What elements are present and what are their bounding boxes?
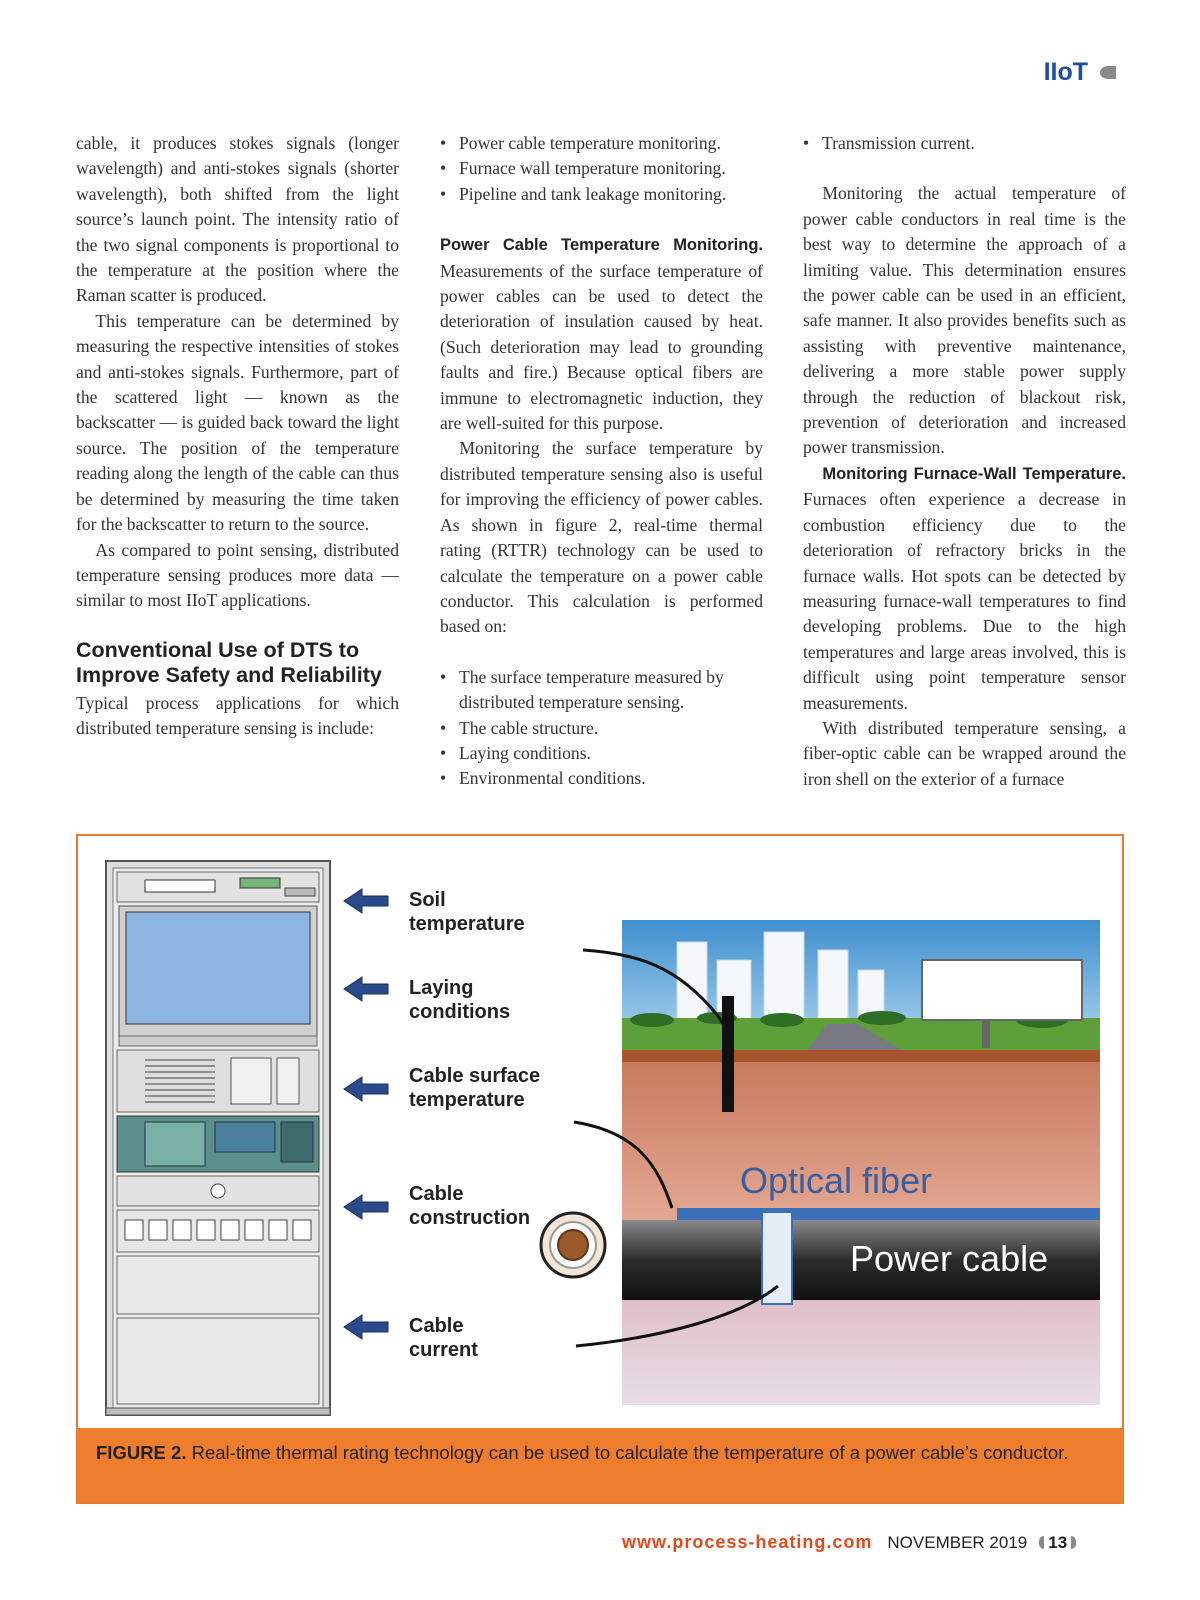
run-in-heading: Power Cable Temperature Monitoring. (440, 236, 763, 255)
section-name: IIoT (1043, 58, 1088, 86)
power-cable-label: Power cable (850, 1238, 1049, 1279)
col3-paragraph: Furnaces often experience a decrease in combustion efficiency due to the deterioration of refractory bricks in the furnace walls. Hot spots can be detected by measuring furnace-wall temperatures to find developing problems. Due to the high temperatures and large areas involved, this is difficult using point temperature sensor measurements. (803, 489, 1126, 713)
label-text: Cable surface temperature (409, 1065, 541, 1111)
arrow-left-icon (343, 976, 389, 1002)
buried-cable-scene (622, 920, 1100, 1405)
col2-paragraph: Measurements of the surface temperature of power cables can be used to detect the deterioration of insulation caused by heat. (Such deterioration may lead to grounding faults and fire.) Because optical fibers are immune to electromagnetic induction, they are well-suited for this purpose. (440, 260, 763, 434)
section-tag (1044, 58, 1116, 87)
bullet-list (440, 665, 763, 792)
label-text: Laying conditions (409, 977, 511, 1023)
section-marker-icon (1100, 66, 1116, 79)
col2-paragraph: Monitoring the surface temperature by distributed temperature sensing also is useful for improving the efficiency of power cables. As shown in figure 2, real-time thermal rating (RTTR) technology can be used to calculate the temperature on a power cable conductor. This calculation is performed based on: (440, 438, 763, 637)
col3-paragraph: With distributed temperature sensing, a fiber-optic cable can be wrapped around the iron shell on the exterior of a furnace (803, 717, 1126, 789)
figure-2 (76, 834, 1124, 1504)
page-number-text: 13 (1048, 1532, 1068, 1552)
label-cable-construction (343, 1182, 533, 1230)
col1-paragraph: Typical process applications for which distributed temperature sensing is include: (76, 692, 399, 739)
list-item: • Transmission current. (803, 131, 1126, 156)
arrow-left-icon (343, 888, 389, 914)
column-2 (440, 131, 763, 792)
section-heading: Conventional Use of DTS to Improve Safety and Reliability (76, 637, 382, 688)
footer-date: NOVEMBER 2019 (887, 1532, 1028, 1552)
arrow-left-icon (343, 1314, 389, 1340)
col1-paragraph: cable, it produces stokes signals (longer wavelength) and anti-stokes signals (shorter wavelength), both shifted from the light source’s launch point. The intensity ratio of the two signal components is proportional to the temperature at the position where the Raman scatter is produced. (76, 133, 399, 306)
optical-fiber-label: Optical fiber (740, 1160, 933, 1201)
label-laying-conditions (343, 976, 510, 1024)
label-cable-current (343, 1314, 478, 1362)
bullet-list (440, 131, 763, 207)
list-item: • Environmental conditions. (440, 766, 763, 791)
column-1 (76, 131, 399, 742)
label-text: Cable current (409, 1315, 478, 1361)
arrow-left-icon (343, 1194, 389, 1220)
col1-paragraph: This temperature can be determined by measuring the respective intensities of stokes and anti-stokes signals. Furthermore, part of the scattered light — known as the backscatter — is guided back toward the light source. The position of the temperature reading along the length of the cable can thus be determined by measuring the time taken for the backscatter to return to the source. (76, 310, 399, 535)
label-text: Soil temperature (409, 889, 525, 935)
list-item: • Power cable temperature monitoring. (440, 131, 763, 156)
caption-lead: FIGURE 2. (96, 1442, 187, 1463)
footer-url[interactable]: www.process-heating.com (622, 1532, 873, 1552)
arrow-left-icon (343, 1076, 389, 1102)
label-cable-surface-temperature (343, 1064, 543, 1112)
list-item: • The cable structure. (440, 716, 763, 741)
caption-text: Real-time thermal rating technology can be used to calculate the temperature of a power cable’s conductor. (191, 1442, 1069, 1463)
list-item: • Furnace wall temperature monitoring. (440, 156, 763, 181)
dts-equipment-rack (105, 860, 331, 1416)
page-bracket-right-icon (1071, 1536, 1076, 1549)
run-in-heading: Monitoring Furnace-Wall Temperature. (822, 464, 1126, 483)
list-item: • Laying conditions. (440, 741, 763, 766)
list-item: • The surface temperature measured by distributed temperature sensing. (440, 665, 763, 716)
page-footer (622, 1532, 1076, 1553)
col3-paragraph: Monitoring the actual temperature of power cable conductors in real time is the best way to determine the approach of a limiting value. This determination ensures the power cable can be used in an efficient, safe manner. It also provides benefits such as assisting with preventive maintenance, delivering a more stable power supply through the reduction of blackout risk, prevention of deterioration and increased power transmission. (803, 183, 1126, 458)
col1-paragraph: As compared to point sensing, distributed temperature sensing produces more data — similar to most IIoT applications. (76, 539, 399, 611)
label-text: Cable construction (409, 1183, 531, 1229)
column-3 (803, 131, 1126, 792)
bullet-list (803, 131, 1126, 156)
cable-cross-section-icon (538, 1210, 608, 1280)
list-item: • Pipeline and tank leakage monitoring. (440, 182, 763, 207)
label-soil-temperature (343, 888, 525, 936)
page-number (1039, 1533, 1076, 1553)
figure-caption (78, 1428, 1122, 1502)
page-bracket-left-icon (1039, 1536, 1044, 1549)
